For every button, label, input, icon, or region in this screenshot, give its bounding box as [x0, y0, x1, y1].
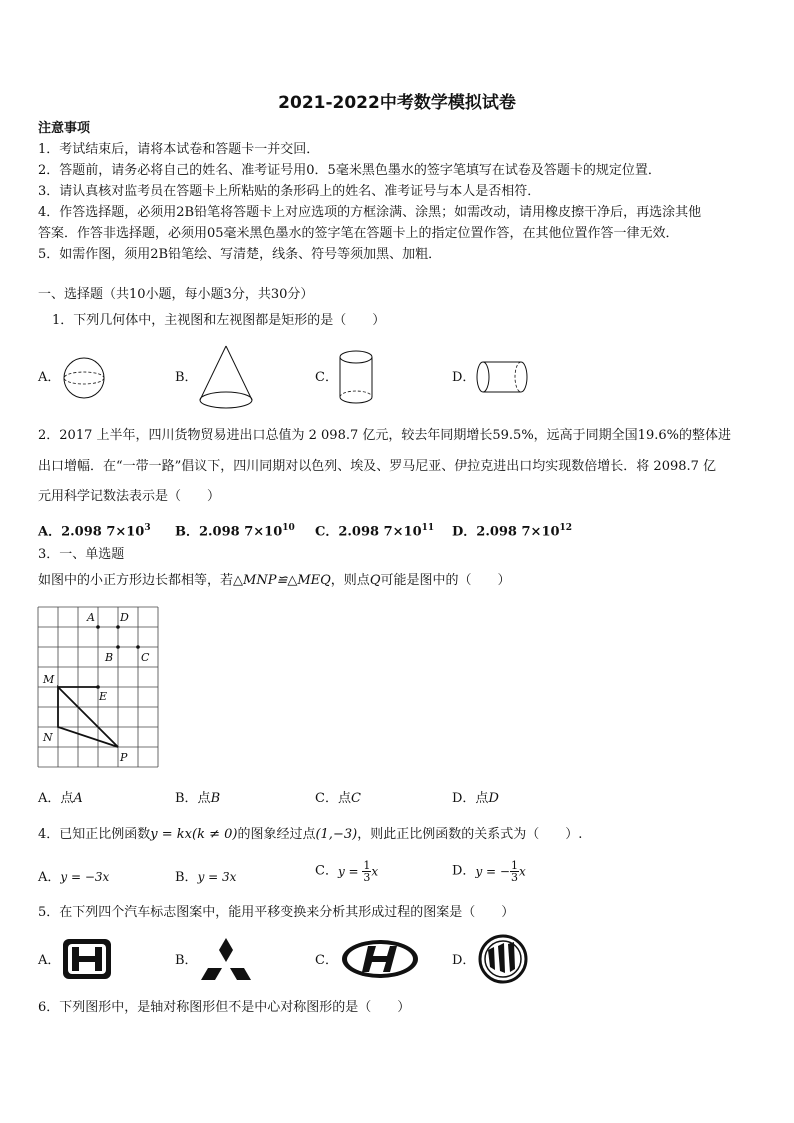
notice-item: 4．作答选择题，必须用2B铅笔将答题卡上对应选项的方框涂满、涂黑；如需改动，请用橡皮擦干净后，再选涂其他: [38, 205, 702, 220]
q5-option-d-label: D．: [452, 953, 476, 968]
q2-option-b: B．2.098 $7\times 10^{10}$: [175, 523, 295, 540]
point-label-e: E: [99, 690, 108, 703]
point-label-d: D: [120, 611, 129, 624]
page-title: 2021-2022中考数学模拟试卷: [278, 93, 516, 113]
q5-option-c-label: C．: [315, 953, 338, 968]
point-label-m: M: [43, 673, 55, 686]
question-3-heading: 3．一、单选题: [38, 547, 125, 562]
point-label-a: A: [87, 611, 95, 624]
sphere-icon: [62, 356, 110, 400]
question-1-stem: 1．下列几何体中，主视图和左视图都是矩形的是（ ）: [52, 313, 386, 328]
q1-option-b-label: B．: [175, 370, 198, 385]
q2-option-d: D．2.098 $7\times 10^{12}$: [452, 523, 573, 540]
grid-figure: [38, 605, 162, 771]
notice-item: 5．如需作图，须用2B铅笔绘、写清楚，线条、符号等须加黑、加粗．: [38, 247, 442, 262]
q1-option-c-label: C．: [315, 370, 338, 385]
q5-option-b-label: B．: [175, 953, 198, 968]
q3-option-c: C．点C: [315, 791, 361, 806]
notice-item: 2．答题前，请务必将自己的姓名、准考证号用0．5毫米黑色墨水的签字笔填写在试卷及答题卡的规定位置．: [38, 163, 661, 178]
q3-option-d: D．点D: [452, 791, 499, 806]
cylinder-icon: [338, 349, 378, 407]
q2-option-a: A．2.098 $7\times 10^3$: [38, 523, 151, 540]
notice-item: 1．考试结束后，请将本试卷和答题卡一并交回．: [38, 142, 320, 157]
q1-option-a-label: A．: [38, 370, 61, 385]
q4-option-a: A．y = −3x: [38, 870, 110, 885]
point-label-b: B: [105, 651, 114, 664]
point-label-n: N: [43, 731, 53, 744]
hyundai-logo-icon: [340, 938, 422, 982]
honda-logo-icon: [62, 938, 114, 982]
q3-option-b: B．点B: [175, 791, 221, 806]
q2-option-c: C．2.098 $7\times 10^{11}$: [315, 523, 435, 540]
q4-option-d: D．y = − $\frac{1}{3}$ x: [452, 859, 526, 884]
question-2-line: 元用科学记数法表示是（ ）: [38, 489, 221, 504]
question-2-line: 出口增幅．在“一带一路”倡议下，四川同期对以色列、埃及、罗马尼亚、伊拉克进出口均实现数倍增长．将 2098.7 亿: [38, 459, 717, 474]
q3-option-a: A．点A: [38, 791, 83, 806]
buick-logo-icon: [478, 934, 530, 986]
question-3-stem: 如图中的小正方形边长都相等，若△MNP≌△MEQ，则点Q可能是图中的（ ）: [38, 573, 511, 588]
q5-option-a-label: A．: [38, 953, 61, 968]
section-heading: 一、选择题（共10小题，每小题3分，共30分）: [38, 287, 314, 302]
point-label-c: C: [141, 651, 150, 664]
q4-option-c: C．y = $\frac{1}{3}$ x: [315, 859, 379, 884]
notice-item: 答案．作答非选择题，必须用05毫米黑色墨水的签字笔在答题卡上的指定位置作答，在其他位置作答一律无效．: [38, 226, 679, 241]
mitsubishi-logo-icon: [200, 937, 254, 983]
question-4-stem: 4．已知正比例函数y = kx(k ≠ 0)的图象经过点(1,−3)，则此正比例函数的关系式为（ ）.: [38, 827, 583, 842]
q1-option-d-label: D．: [452, 370, 476, 385]
point-label-p: P: [120, 751, 128, 764]
notice-item: 3．请认真核对监考员在答题卡上所粘贴的条形码上的姓名、准考证号与本人是否相符．: [38, 184, 541, 199]
cone-icon: [198, 344, 258, 412]
question-2-line: 2．2017 上半年，四川货物贸易进出口总值为 2 098.7 亿元，较去年同期增长59.5%，远高于同期全国19.6%的整体进: [38, 428, 731, 443]
notice-heading: 注意事项: [38, 121, 91, 136]
question-6-stem: 6．下列图形中，是轴对称图形但不是中心对称图形的是（ ）: [38, 1000, 411, 1015]
horizontal-cylinder-icon: [475, 360, 535, 396]
q4-option-b: B．y = 3x: [175, 870, 237, 885]
question-5-stem: 5．在下列四个汽车标志图案中，能用平移变换来分析其形成过程的图案是（ ）: [38, 905, 515, 920]
